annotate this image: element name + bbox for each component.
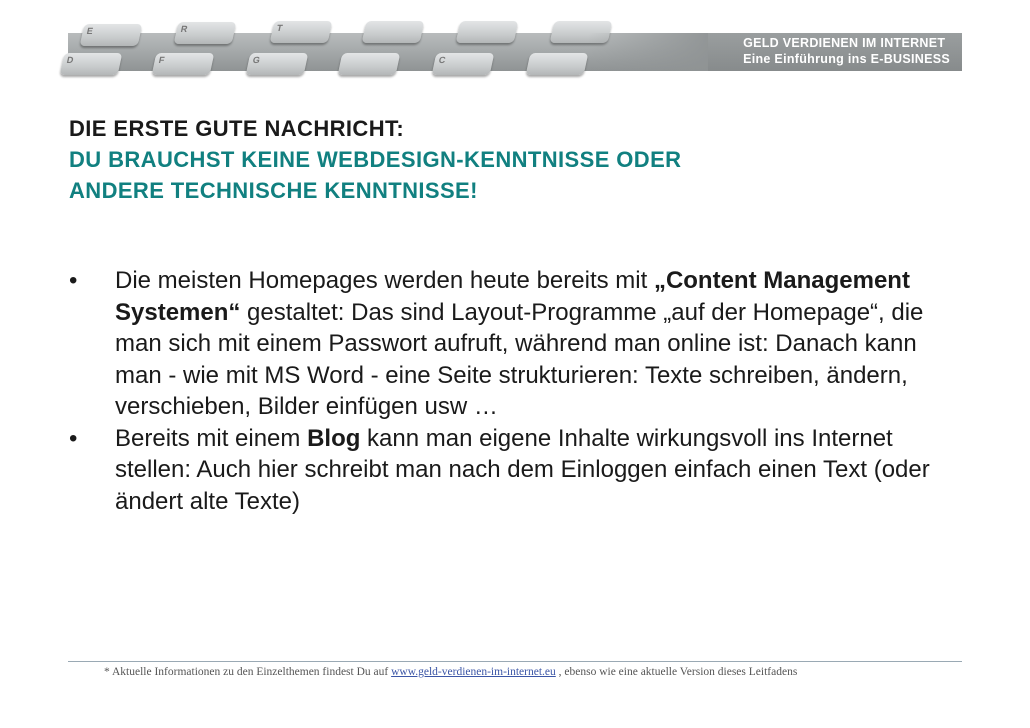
heading-line-2: DU BRAUCHST KEINE WEBDESIGN-KENNTNISSE ODER xyxy=(69,147,682,172)
keyboard-key: F xyxy=(152,53,215,75)
banner-title: GELD VERDIENEN IM INTERNET xyxy=(743,36,946,50)
slide-heading xyxy=(69,113,681,206)
bullet-bold-text: „Content Management Systemen“ xyxy=(115,267,910,326)
bullet-marker: • xyxy=(69,267,78,294)
keyboard-key xyxy=(456,21,519,43)
footer-divider xyxy=(68,661,962,662)
keyboard-key: G xyxy=(246,53,309,75)
footer-prefix: * Aktuelle Informationen zu den Einzelthemen findest Du auf xyxy=(104,666,392,678)
banner-text xyxy=(743,36,950,67)
bullet-marker: • xyxy=(69,424,78,452)
keyboard-key: C xyxy=(432,53,495,75)
header-banner xyxy=(65,23,962,71)
keyboard-key: T xyxy=(270,21,333,43)
heading-line-3: ANDERE TECHNISCHE KENNTNISSE! xyxy=(69,178,478,203)
bullet-item-cms xyxy=(69,265,969,423)
bullet-bold-text: Blog xyxy=(307,424,361,452)
bullet-text: gestaltet: Das sind Layout-Programme „auf der Homepage“, die man sich mit einem Passwort aufruft, während man online ist: Danach kann man - wie mit MS Word - eine Seite strukturieren: Texte schreiben, ändern, verschieben, Bilder einfügen usw … xyxy=(115,298,924,420)
bullet-item-blog xyxy=(69,423,969,518)
banner-fade xyxy=(588,33,718,71)
keyboard-key: D xyxy=(60,53,123,75)
footer-link[interactable]: www.geld-verdienen-im-internet.eu xyxy=(391,666,556,678)
bullet-text: Bereits mit einem xyxy=(115,424,308,452)
bullet-text: kann man eigene Inhalte wirkungsvoll ins Internet stellen: Auch hier schreibt man nach dem Einloggen einfach einen Text (oder ändert alte Texte) xyxy=(115,424,930,515)
keyboard-key xyxy=(338,53,401,75)
keyboard-key: R xyxy=(174,22,237,44)
heading-line-1: DIE ERSTE GUTE NACHRICHT: xyxy=(69,116,405,141)
banner-subtitle: Eine Einführung ins E-BUSINESS xyxy=(743,51,950,66)
keyboard-key xyxy=(526,53,589,75)
banner-title-area xyxy=(708,33,962,71)
bullet-text: Die meisten Homepages werden heute bereits mit xyxy=(115,267,654,294)
keyboard-key: E xyxy=(80,24,143,46)
bullet-list xyxy=(69,265,969,517)
footer-note xyxy=(104,666,797,678)
footer-suffix: , ebenso wie eine aktuelle Version dieses Leitfadens xyxy=(555,666,798,678)
keyboard-key xyxy=(362,21,425,43)
